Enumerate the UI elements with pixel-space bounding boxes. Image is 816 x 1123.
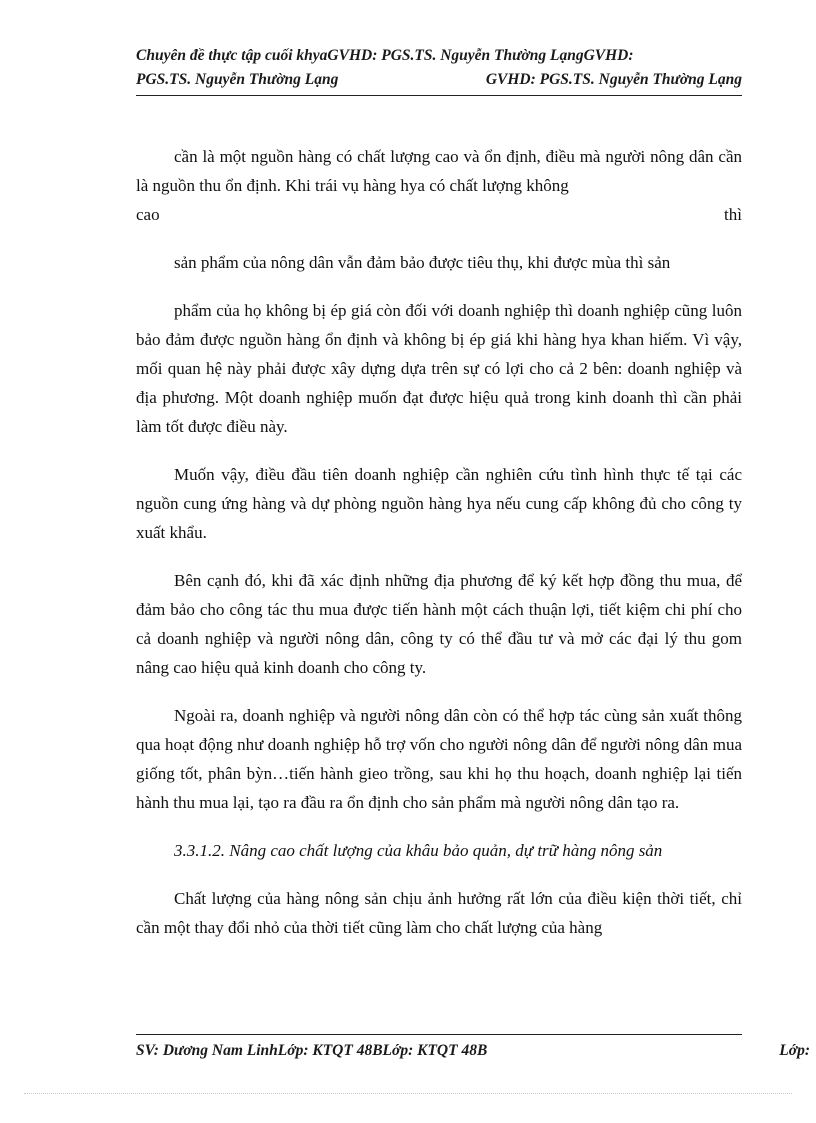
- section-subheading: 3.3.1.2. Nâng cao chất lượng của khâu bảo quản, dự trữ hàng nông sản: [174, 841, 663, 860]
- header-line-1: [136, 44, 742, 68]
- header-line-2-left: PGS.TS. Nguyễn Thường Lạng: [136, 71, 339, 88]
- paragraph-5: Bên cạnh đó, khi đã xác định những địa phương để ký kết hợp đồng thu mua, để đảm bảo cho công tác thu mua được tiến hành một cách thuận lợi, tiết kiệm chi phí cho cả doanh nghiệp và người nông dân, công ty có thể đầu tư và mở các đại lý thu gom nâng cao hiệu quả kinh doanh cho công ty.: [136, 571, 742, 677]
- body-text: [136, 142, 742, 942]
- header-line-2-right: GVHD: PGS.TS. Nguyễn Thường Lạng: [485, 71, 742, 88]
- paragraph-1-word-thi: thì: [724, 205, 742, 224]
- footer-right-text: Lớp:: [779, 1042, 810, 1059]
- header-line-2: [136, 68, 742, 92]
- paragraph-4: Muốn vậy, điều đầu tiên doanh nghiệp cần nghiên cứu tình hình thực tế tại các nguồn cung ứng hàng và dự phòng nguồn hàng hya nếu cung cấp không đủ cho công ty xuất khẩu.: [136, 465, 742, 542]
- header-divider: [136, 95, 742, 96]
- footer-divider: [136, 1034, 742, 1035]
- footer-left-text: SV: Dương Nam LinhLớp: KTQT 48BLớp: KTQT 48B: [136, 1042, 488, 1059]
- paragraph-1-word-cao: cao: [136, 205, 160, 224]
- paragraph-6: Ngoài ra, doanh nghiệp và người nông dân còn có thể hợp tác cùng sản xuất thông qua hoạt động như doanh nghiệp hỗ trợ vốn cho người nông dân để người nông dân mua giống tốt, phân bỳn…tiến hành gieo trồng, sau khi họ thu hoạch, doanh nghiệp lại tiến hành thu mua lại, tạo ra đầu ra ổn định cho sản phẩm mà người nông dân tạo ra.: [136, 706, 742, 812]
- page-bottom-dotted-line: [24, 1093, 792, 1094]
- paragraph-1-tail: [136, 200, 742, 229]
- page-footer: [136, 1040, 810, 1062]
- paragraph-2: sản phẩm của nông dân vẫn đảm bảo được tiêu thụ, khi được mùa thì sản: [174, 253, 671, 272]
- paragraph-3: phẩm của họ không bị ép giá còn đối với doanh nghiệp thì doanh nghiệp cũng luôn bảo đảm được nguồn hàng ổn định và không bị ép giá khi hàng hya khan hiếm. Vì vậy, mối quan hệ này phải được xây dựng dựa trên sự có lợi cho cả 2 bên: doanh nghiệp và địa phương. Một doanh nghiệp muốn đạt được hiệu quả trong kinh doanh thì cần phải làm tốt được điều này.: [136, 301, 742, 436]
- page-header: [136, 44, 742, 92]
- paragraph-7: Chất lượng của hàng nông sản chịu ảnh hưởng rất lớn của điều kiện thời tiết, chỉ cần một thay đổi nhỏ của thời tiết cũng làm cho chất lượng của hàng: [136, 889, 742, 937]
- paragraph-1: cần là một nguồn hàng có chất lượng cao và ổn định, điều mà người nông dân cần là nguồn thu ổn định. Khi trái vụ hàng hya có chất lượng không: [136, 147, 742, 195]
- header-line-1-text: Chuyên đề thực tập cuối khyaGVHD: PGS.TS. Nguyễn Thường LạngGVHD:: [136, 47, 634, 64]
